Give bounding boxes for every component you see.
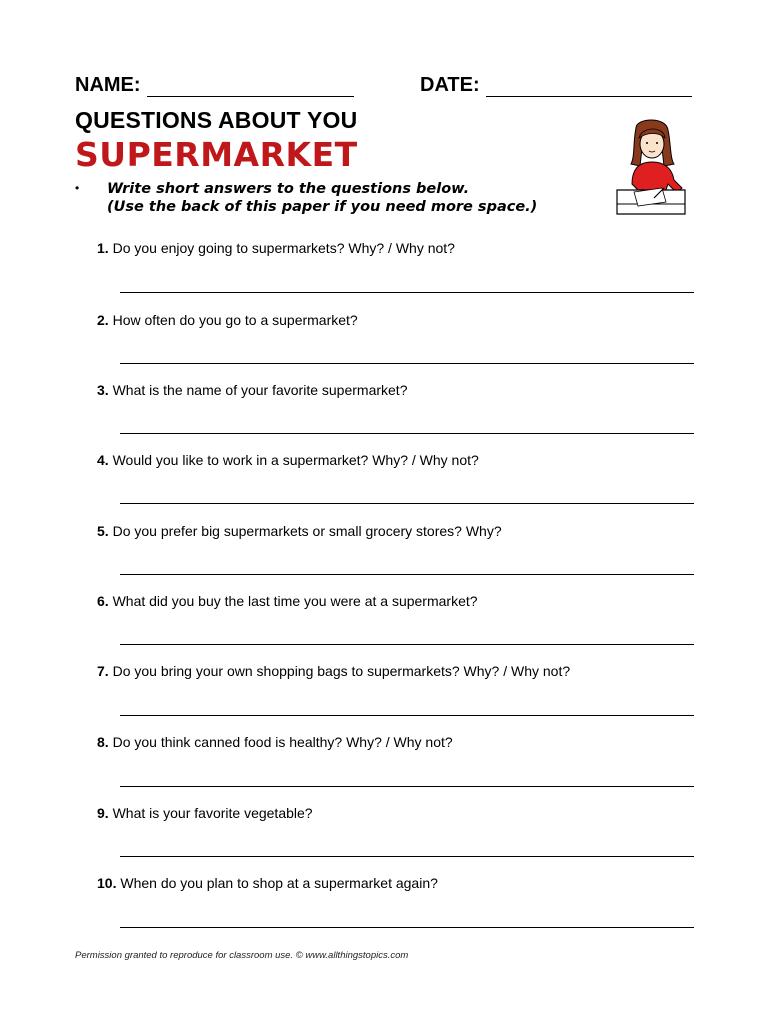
question-4 [97,452,479,468]
name-label: NAME: [75,74,141,96]
question-9 [97,805,313,821]
question-number: 8. [97,734,109,750]
question-number: 4. [97,452,109,468]
question-text: What is your favorite vegetable? [112,805,313,821]
question-number: 9. [97,805,109,821]
question-number: 1. [97,240,109,256]
question-text: How often do you go to a supermarket? [112,312,358,328]
question-3 [97,382,408,398]
answer-line-10[interactable] [120,927,694,928]
instruction-line-1: Write short answers to the questions below. [107,181,470,197]
question-7 [97,663,570,679]
question-text: When do you plan to shop at a supermarket again? [120,875,438,891]
question-2 [97,312,358,328]
question-number: 3. [97,382,109,398]
answer-line-7[interactable] [120,715,694,716]
answer-line-8[interactable] [120,786,694,787]
question-number: 10. [97,875,117,891]
worksheet-heading: QUESTIONS ABOUT YOU [75,107,358,133]
question-5 [97,523,502,539]
question-text: Do you think canned food is healthy? Why? / Why not? [112,734,453,750]
question-text: Would you like to work in a supermarket? Why? / Why not? [112,452,479,468]
question-10 [97,875,438,891]
answer-line-6[interactable] [120,644,694,645]
instructions [107,180,537,216]
name-field [75,74,354,97]
answer-line-5[interactable] [120,574,694,575]
name-blank-line[interactable] [147,78,354,97]
answer-line-3[interactable] [120,433,694,434]
answer-line-4[interactable] [120,503,694,504]
date-blank-line[interactable] [486,78,692,97]
question-8 [97,734,453,750]
question-6 [97,593,478,609]
answer-line-1[interactable] [120,292,694,293]
instruction-line-2: (Use the back of this paper if you need more space.) [107,199,538,215]
date-label: DATE: [420,74,480,96]
question-number: 7. [97,663,109,679]
question-1 [97,240,455,256]
worksheet-topic: SUPERMARKET [75,135,358,174]
question-number: 5. [97,523,109,539]
question-text: Do you prefer big supermarkets or small grocery stores? Why? [112,523,502,539]
footer-permission: Permission granted to reproduce for classroom use. © www.allthingstopics.com [75,950,409,961]
question-number: 6. [97,593,109,609]
date-field [420,74,692,97]
answer-line-9[interactable] [120,856,694,857]
question-text: What did you buy the last time you were at a supermarket? [112,593,478,609]
question-text: What is the name of your favorite supermarket? [112,382,408,398]
student-writing-icon [614,118,688,218]
answer-line-2[interactable] [120,363,694,364]
instruction-bullet: • [75,181,80,195]
question-text: Do you enjoy going to supermarkets? Why? / Why not? [112,240,455,256]
question-number: 2. [97,312,109,328]
question-text: Do you bring your own shopping bags to supermarkets? Why? / Why not? [112,663,571,679]
